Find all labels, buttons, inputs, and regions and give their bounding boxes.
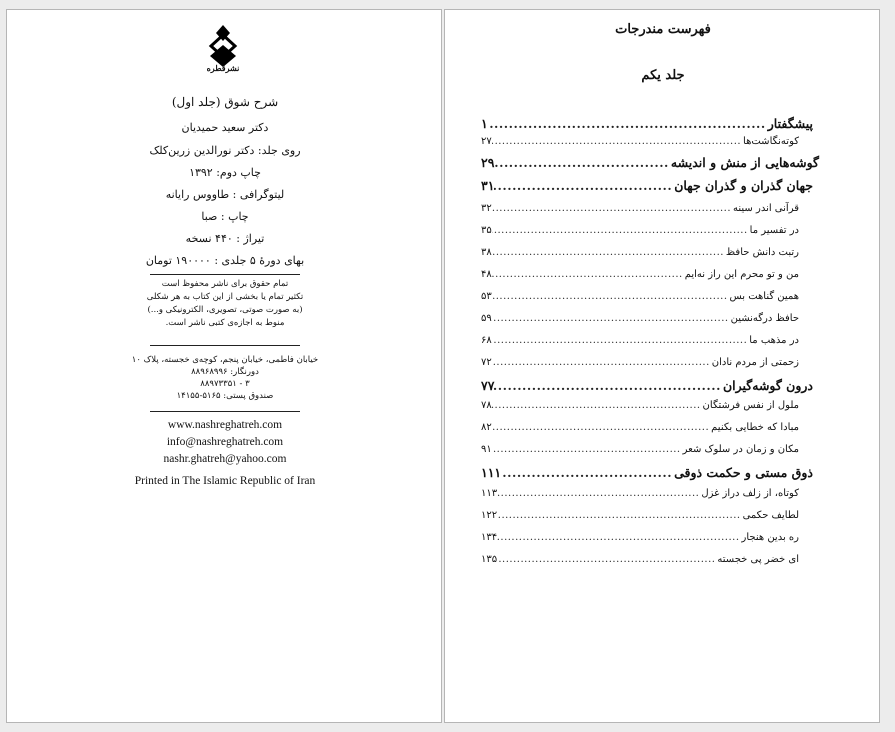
publisher-name: نشرقطره (206, 63, 240, 73)
dot-leader (488, 116, 768, 131)
rights-notice (137, 278, 313, 330)
toc-entry[interactable] (481, 465, 813, 480)
toc-entry-page: ۸۲ (481, 422, 492, 433)
imprint-page (6, 9, 442, 723)
toc-entry-page: ۳۵ (481, 225, 492, 236)
dot-leader (494, 378, 723, 393)
toc-entry[interactable] (481, 225, 799, 236)
toc-entry-label: لطایف حکمی (742, 510, 799, 521)
toc-entry-page: ۵۹ (481, 313, 492, 324)
price: بهای دورهٔ ۵ جلدی : ۱۹۰۰۰۰ تومان (145, 254, 305, 267)
toc-entry-page: ۱۳۵ (481, 554, 498, 565)
toc-entry-page: ۷۷ (481, 378, 495, 393)
dot-leader (492, 269, 685, 280)
toc-entry-page: ۱۳۴ (481, 532, 498, 543)
toc-entry-page: ۳۸ (481, 247, 492, 258)
volume-title: جلد یکم (641, 68, 685, 83)
toc-entry-label: درون گوشه‌گیران (722, 378, 813, 393)
toc-entry[interactable] (481, 488, 799, 499)
toc-entry-label: من و تو محرم این راز نه‌ایم (684, 269, 799, 280)
rights-line: تکثیر تمام یا بخشی از این کتاب به هر شکلی (146, 292, 304, 302)
toc-entry[interactable] (481, 178, 813, 193)
toc-entry-page: ۱۱۳ (481, 488, 498, 499)
toc-entry-label: مکان و زمان در سلوک شعر (682, 444, 799, 455)
toc-entry-page: ۲۷ (481, 136, 492, 147)
publisher-address (127, 354, 323, 402)
dot-leader (497, 510, 742, 521)
email-link[interactable]: nashr.ghatreh@yahoo.com (163, 453, 287, 465)
dot-leader (492, 313, 731, 324)
dot-leader (492, 357, 712, 368)
toc-entry-label: کوتاه، از زلف دراز غزل (701, 488, 799, 499)
toc-entry[interactable] (481, 155, 819, 170)
dot-leader (492, 225, 750, 236)
toc-entry-label: رتبت دانش حافظ (725, 247, 799, 258)
dot-leader (492, 136, 743, 147)
printed-in-note: Printed in The Islamic Republic of Iran (134, 475, 316, 487)
dot-leader (492, 203, 733, 214)
toc-entry[interactable] (481, 357, 799, 368)
toc-entry[interactable] (481, 554, 799, 565)
toc-entry-label: ره بدین هنجار (741, 532, 799, 543)
print-house: چاپ : صبا (201, 210, 249, 223)
website-link[interactable]: www.nashreghatreh.com (167, 419, 283, 431)
toc-entry-page: ۶۸ (481, 335, 492, 346)
address-line: ۳ - ۸۸۹۷۳۳۵۱ (200, 379, 250, 389)
toc-title: فهرست مندرجات (615, 22, 711, 37)
address-line: دورنگار: ۸۸۹۶۸۹۹۶ (191, 367, 259, 377)
dot-leader (501, 465, 674, 480)
toc-entry[interactable] (481, 116, 813, 131)
rights-line: (به صورت صوتی، تصویری، الکترونیکی و...) (147, 305, 303, 315)
toc-entry-page: ۱۱۱ (481, 465, 502, 480)
toc-entry-page: ۷۸ (481, 400, 492, 411)
dot-leader (492, 400, 703, 411)
toc-entry-label: حافظ درگه‌نشین (730, 313, 799, 324)
toc-entry-page: ۹۱ (481, 444, 492, 455)
toc-entry-label: جهان گذران و گذران جهان (674, 178, 813, 193)
toc-entry-label: همین گناهت بس (729, 291, 799, 302)
toc-entry[interactable] (481, 444, 799, 455)
toc-entry[interactable] (481, 335, 799, 346)
toc-entry-page: ۱ (481, 116, 488, 131)
toc-entry-page: ۵۳ (481, 291, 492, 302)
toc-entry-label: کوته‌نگاشت‌ها (743, 136, 799, 147)
book-title: شرح شوق (جلد اول) (171, 95, 279, 109)
toc-entry-label: مبادا که خطایی بکنیم (711, 422, 799, 433)
toc-entry-label: ملول از نفس فرشتگان (702, 400, 799, 411)
circulation: تیراژ : ۴۴۰ نسخه (185, 232, 265, 245)
dot-leader (497, 554, 717, 565)
dot-leader (494, 178, 674, 193)
dot-leader (492, 444, 683, 455)
cover-credit: روی جلد: دکتر نورالدین زرین‌کلک (149, 144, 301, 157)
toc-entry-label: ذوق مستی و حکمت ذوقی (674, 465, 813, 480)
toc-entry[interactable] (481, 291, 799, 302)
toc-entry[interactable] (481, 422, 799, 433)
toc-entry[interactable] (481, 247, 799, 258)
toc-entry[interactable] (481, 510, 799, 521)
toc-page (444, 9, 880, 723)
dot-leader (492, 422, 711, 433)
toc-entry[interactable] (481, 269, 799, 280)
toc-entry[interactable] (481, 378, 813, 393)
author: دکتر سعید حمیدیان (181, 121, 269, 134)
toc-entry-page: ۴۸ (481, 269, 492, 280)
toc-entry-label: قرآنی اندر سینه (733, 203, 799, 214)
toc-entry-page: ۷۲ (481, 357, 492, 368)
dot-leader (494, 155, 670, 170)
rights-line: تمام حقوق برای ناشر محفوظ است (161, 279, 289, 289)
dot-leader (492, 291, 730, 302)
toc-entry-label: در مذهب ما (749, 335, 799, 346)
address-line: خیابان فاطمی، خیابان پنجم، کوچه‌ی خجسته، پلاک ۱۰ (131, 355, 319, 365)
dot-leader (492, 247, 726, 258)
dot-leader (497, 532, 741, 543)
toc-entry-label: ای خضر پی خجسته (717, 554, 799, 565)
toc-entry[interactable] (481, 203, 799, 214)
email-link[interactable]: info@nashreghatreh.com (166, 436, 284, 448)
divider (150, 274, 300, 275)
divider (150, 411, 300, 412)
toc-entry-page: ۳۱ (481, 178, 495, 193)
address-line: صندوق پستی: ۵۱۶۵-۱۴۱۵۵ (176, 391, 274, 401)
lithography: لیتوگرافی : طاووس رایانه (165, 188, 285, 201)
toc-entry-page: ۳۲ (481, 203, 492, 214)
toc-entry[interactable] (481, 136, 799, 147)
toc-entry-page: ۱۲۲ (481, 510, 498, 521)
toc-entry-label: در تفسیر ما (749, 225, 799, 236)
rights-line: منوط به اجازه‌ی کتبی ناشر است. (165, 318, 285, 328)
divider (150, 345, 300, 346)
toc-entry-label: پیشگفتار (767, 116, 813, 131)
edition: چاپ دوم: ۱۳۹۲ (189, 166, 261, 179)
toc-entry-label: گوشه‌هایی از منش و اندیشه (670, 155, 819, 170)
toc-entry[interactable] (481, 532, 799, 543)
dot-leader (497, 488, 701, 499)
toc-entry-label: زحمتی از مردم نادان (711, 357, 799, 368)
toc-entry[interactable] (481, 313, 799, 324)
toc-entry-page: ۲۹ (481, 155, 495, 170)
toc-entry[interactable] (481, 400, 799, 411)
dot-leader (492, 335, 750, 346)
